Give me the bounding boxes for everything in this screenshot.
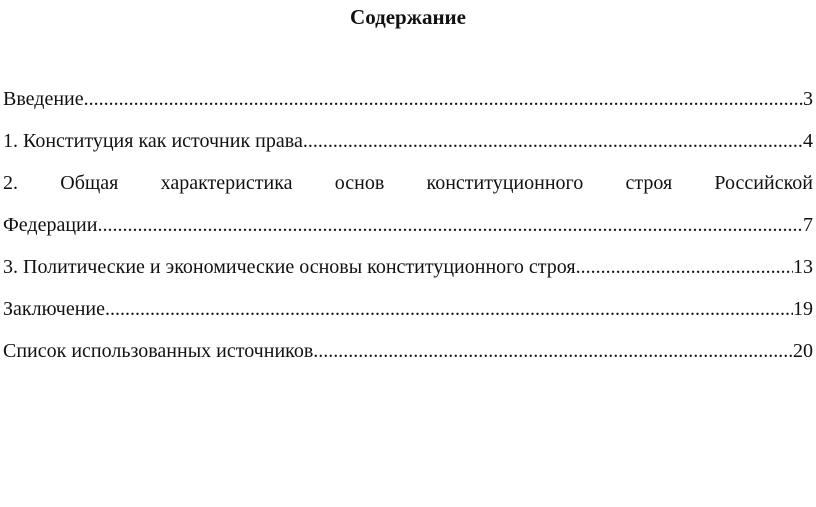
toc-entry-references[interactable] xyxy=(3,338,813,380)
toc-entry-label-line1: 2. Общая характеристика основ конституционного строя Российской xyxy=(3,172,813,194)
page-title: Содержание xyxy=(350,5,466,29)
dot-leader xyxy=(313,338,793,364)
toc-page-number: 7 xyxy=(803,214,813,236)
toc-page-number: 19 xyxy=(793,298,813,320)
toc-entry-section-3[interactable] xyxy=(3,254,813,296)
toc-entry-label-line2: Федерации xyxy=(3,214,98,236)
dot-leader xyxy=(105,296,793,322)
toc-entry-label: Введение xyxy=(3,88,84,110)
toc-entry-conclusion[interactable] xyxy=(3,296,813,338)
dot-leader xyxy=(576,254,793,280)
toc-page-number: 4 xyxy=(803,130,813,152)
dot-leader xyxy=(303,128,803,154)
toc-entry-label: 1. Конституция как источник права xyxy=(3,130,303,152)
dot-leader xyxy=(97,212,803,238)
dot-leader xyxy=(84,86,803,112)
toc-entry-label: Заключение xyxy=(3,298,105,320)
toc-page-number: 3 xyxy=(803,88,813,110)
toc-entry-introduction[interactable] xyxy=(3,86,813,128)
toc-entry-label: 3. Политические и экономические основы конституционного строя xyxy=(3,256,576,278)
toc-entry-label: Список использованных источников xyxy=(3,340,314,362)
toc-entry-section-1[interactable] xyxy=(3,128,813,170)
toc-page-number: 13 xyxy=(793,256,813,278)
table-of-contents xyxy=(3,86,813,380)
toc-page-number: 20 xyxy=(793,340,813,362)
toc-entry-section-2[interactable] xyxy=(3,170,813,254)
toc-entry-continuation xyxy=(3,212,813,254)
